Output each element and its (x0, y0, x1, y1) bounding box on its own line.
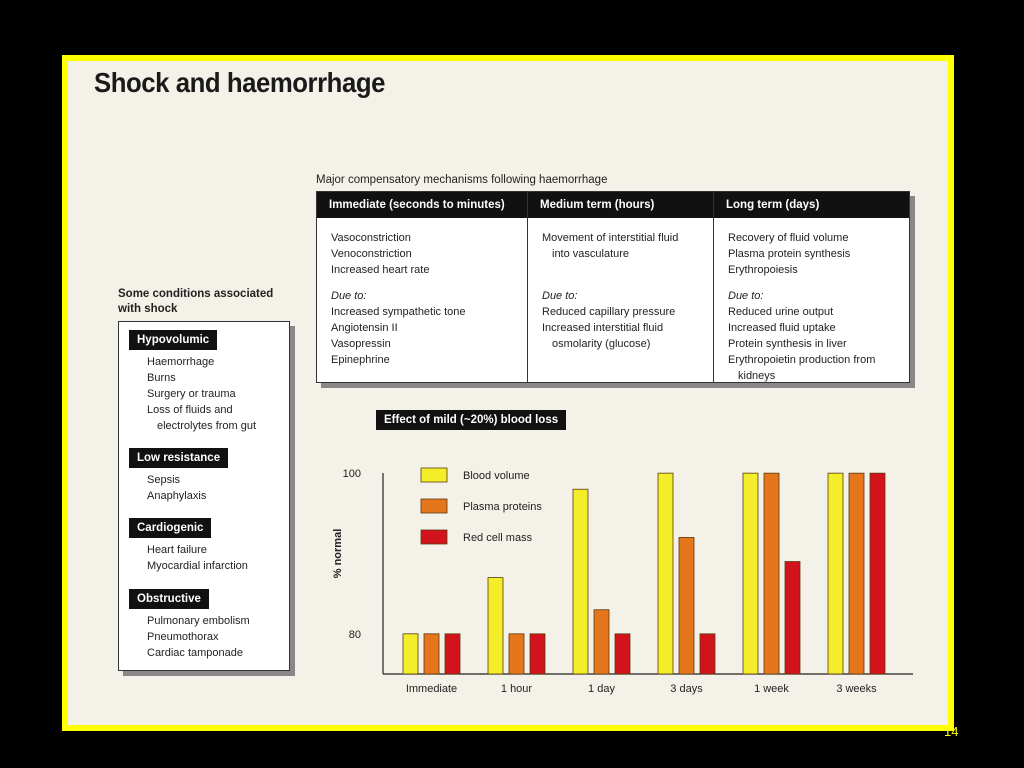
bar-plasma-proteins (849, 473, 864, 674)
column-header: Long term (days) (714, 192, 909, 218)
group-cardiogenic (119, 518, 248, 574)
bar-plasma-proteins (764, 473, 779, 674)
list-item: Surgery or trauma (147, 388, 236, 400)
slide (62, 55, 954, 731)
legend-label: Red cell mass (463, 532, 533, 544)
compensatory-table (316, 191, 910, 383)
x-tick-label: 1 day (588, 683, 615, 695)
list-item: Recovery of fluid volume (728, 232, 849, 244)
due-to-label: Due to: (728, 290, 764, 302)
y-tick-label: 80 (348, 628, 361, 641)
list-item: Increased heart rate (331, 264, 430, 276)
column-immediate (317, 192, 527, 382)
list-item: Anaphylaxis (147, 490, 207, 502)
list-item: kidneys (738, 370, 776, 382)
list-item: Increased fluid uptake (728, 322, 836, 334)
list-item: Vasoconstriction (331, 232, 411, 244)
x-tick-label: Immediate (405, 683, 458, 695)
bar-blood-volume (573, 489, 588, 674)
list-item: Reduced capillary pressure (542, 306, 676, 318)
due-to-label: Due to: (542, 290, 578, 302)
page-title: Shock and haemorrhage (94, 67, 385, 98)
caption-line: Some conditions associated (118, 288, 274, 300)
list-item: Increased interstitial fluid (542, 322, 664, 334)
list-item: Haemorrhage (147, 356, 215, 368)
group-header: Low resistance (129, 448, 228, 468)
bar-blood-volume (743, 473, 758, 674)
list-item: Erythropoiesis (728, 264, 798, 276)
list-item: Loss of fluids and (147, 404, 233, 416)
conditions-caption (118, 287, 273, 317)
bar-plasma-proteins (679, 537, 694, 674)
bar-plasma-proteins (594, 610, 609, 674)
list-item: Myocardial infarction (147, 560, 248, 572)
chart-title: Effect of mild (~20%) blood loss (376, 410, 566, 430)
page-number: 14 (944, 724, 959, 739)
y-axis-label: % normal (332, 528, 344, 579)
bar-red-cell-mass (615, 634, 630, 674)
bar-blood-volume (488, 578, 503, 674)
group-obstructive (119, 589, 250, 661)
bar-red-cell-mass (785, 562, 800, 674)
bar-blood-volume (828, 473, 843, 674)
list-item: Reduced urine output (728, 306, 834, 318)
blood-loss-chart (323, 433, 923, 703)
legend-label: Blood volume (463, 470, 530, 482)
bar-blood-volume (658, 473, 673, 674)
list-item: Epinephrine (331, 354, 390, 366)
group-header: Obstructive (129, 589, 209, 609)
list-item: Pneumothorax (147, 631, 219, 643)
group-low-resistance (119, 448, 228, 504)
list-item: Sepsis (147, 474, 181, 486)
list-item: Pulmonary embolism (147, 615, 250, 627)
x-tick-label: 3 days (670, 683, 703, 695)
bar-red-cell-mass (700, 634, 715, 674)
legend-label: Plasma proteins (463, 501, 542, 513)
x-tick-label: 3 weeks (836, 683, 877, 695)
list-item: Cardiac tamponade (147, 647, 244, 659)
y-tick-label: 100 (342, 468, 361, 481)
bar-red-cell-mass (445, 634, 460, 674)
due-to-label: Due to: (331, 290, 367, 302)
caption-line: with shock (118, 303, 178, 315)
list-item: Venoconstriction (331, 248, 412, 260)
list-item: Angiotensin II (331, 322, 398, 334)
group-header: Cardiogenic (129, 518, 211, 538)
legend-swatch (421, 499, 447, 513)
group-hypovolumic (119, 330, 256, 434)
column-header: Medium term (hours) (528, 192, 714, 218)
group-header: Hypovolumic (129, 330, 217, 350)
list-item: electrolytes from gut (157, 420, 257, 432)
column-long-term (713, 192, 909, 382)
bar-plasma-proteins (509, 634, 524, 674)
list-item: into vasculature (552, 248, 630, 260)
x-tick-label: 1 hour (500, 683, 533, 695)
column-header: Immediate (seconds to minutes) (317, 192, 527, 218)
list-item: osmolarity (glucose) (552, 338, 651, 350)
list-item: Plasma protein synthesis (728, 248, 851, 260)
bar-red-cell-mass (530, 634, 545, 674)
list-item: Protein synthesis in liver (728, 338, 847, 350)
legend-swatch (421, 468, 447, 482)
list-item: Movement of interstitial fluid (542, 232, 679, 244)
list-item: Vasopressin (331, 338, 391, 350)
list-item: Heart failure (147, 544, 207, 556)
compensatory-caption: Major compensatory mechanisms following haemorrhage (316, 174, 608, 186)
list-item: Erythropoietin production from (728, 354, 876, 366)
list-item: Burns (147, 372, 176, 384)
bar-blood-volume (403, 634, 418, 674)
x-tick-label: 1 week (754, 683, 789, 695)
conditions-box (118, 321, 290, 671)
legend-swatch (421, 530, 447, 544)
bar-red-cell-mass (870, 473, 885, 674)
column-medium-term (527, 192, 714, 382)
bar-plasma-proteins (424, 634, 439, 674)
list-item: Increased sympathetic tone (331, 306, 466, 318)
